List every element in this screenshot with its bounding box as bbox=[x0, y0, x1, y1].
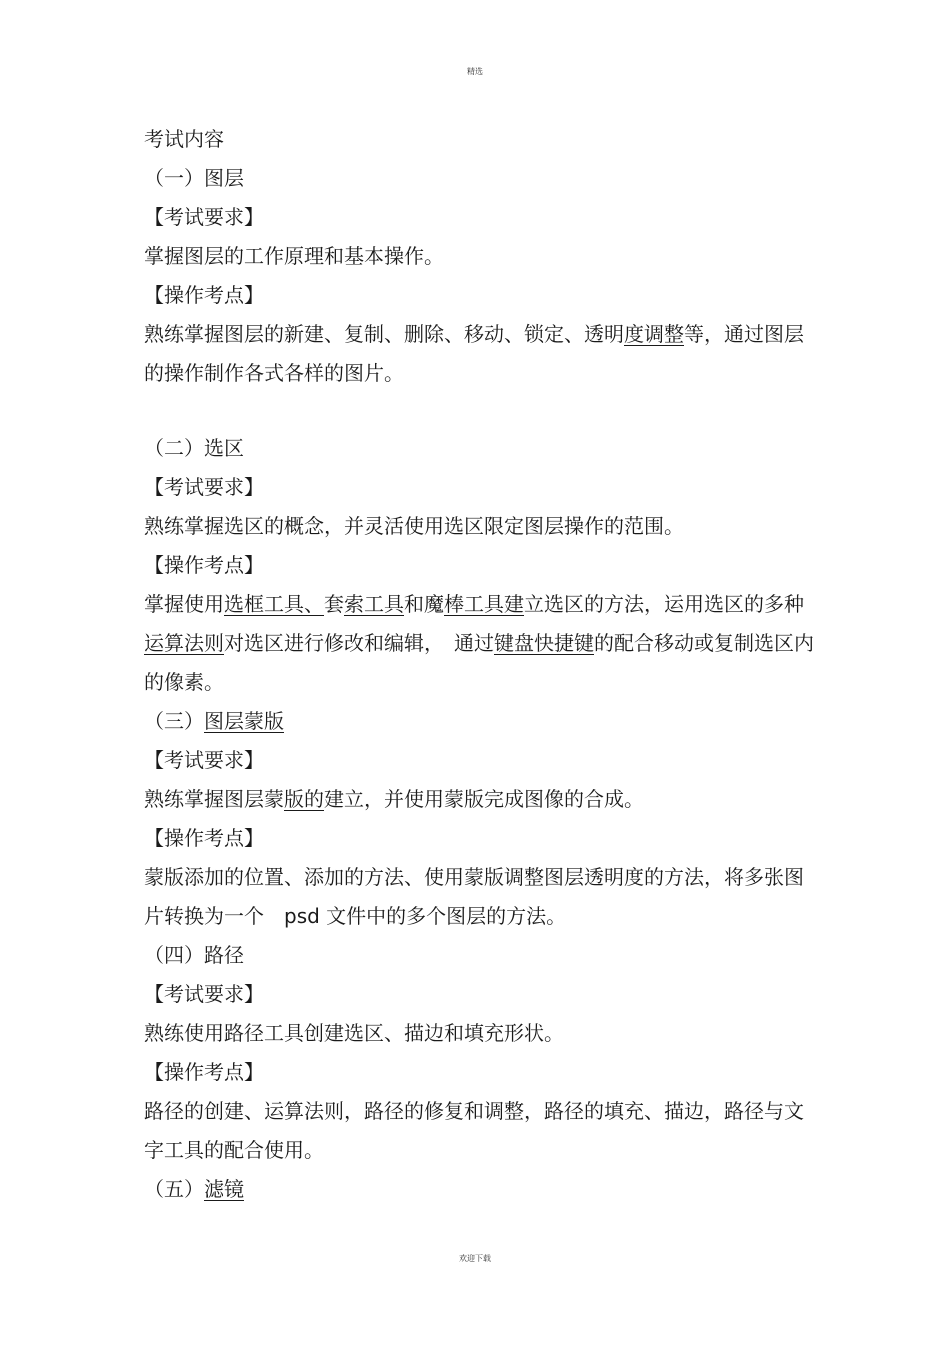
document-body bbox=[144, 124, 864, 1213]
section-1-points-label: 【操作考点】 bbox=[144, 283, 264, 307]
section-2-points-label: 【操作考点】 bbox=[144, 553, 264, 577]
doc-title: 考试内容 bbox=[144, 127, 224, 151]
section-2-points-line-2 bbox=[144, 628, 864, 667]
underlined-text: 索工具 bbox=[344, 592, 404, 616]
text-run: 和魔 bbox=[404, 592, 444, 616]
text-run: 套 bbox=[324, 592, 344, 616]
text-run: （三） bbox=[144, 709, 204, 733]
underlined-text: 选框工具、 bbox=[224, 592, 324, 616]
section-2-heading: （二）选区 bbox=[144, 436, 244, 460]
section-3-requirement-text bbox=[144, 784, 864, 823]
section-2-requirement-text: 熟练掌握选区的概念，并灵活使用选区限定图层操作的范围。 bbox=[144, 514, 684, 538]
underlined-text: 运算法则 bbox=[144, 631, 224, 655]
section-4-points-line-2: 字工具的配合使用。 bbox=[144, 1138, 324, 1162]
section-4-requirement-label: 【考试要求】 bbox=[144, 982, 264, 1006]
text-run: 等，通过图层 bbox=[684, 322, 804, 346]
underlined-text: 图层蒙版 bbox=[204, 709, 284, 733]
page-header: 精选 bbox=[467, 67, 483, 76]
section-4-points-line-1: 路径的创建、运算法则，路径的修复和调整，路径的填充、描边，路径与文 bbox=[144, 1099, 804, 1123]
underlined-text: 键盘快捷键 bbox=[494, 631, 594, 655]
section-1-requirement-label: 【考试要求】 bbox=[144, 205, 264, 229]
section-2-points-line-3: 的像素。 bbox=[144, 670, 224, 694]
section-3-points-line-2: 片转换为一个 psd 文件中的多个图层的方法。 bbox=[144, 904, 567, 928]
text-run: 熟练掌握图层蒙 bbox=[144, 787, 284, 811]
text-run: 对选区进行修改和编辑， 通过 bbox=[224, 631, 494, 655]
blank-line bbox=[144, 397, 864, 433]
section-2-requirement-label: 【考试要求】 bbox=[144, 475, 264, 499]
section-3-requirement-label: 【考试要求】 bbox=[144, 748, 264, 772]
section-3-points-line-1: 蒙版添加的位置、添加的方法、使用蒙版调整图层透明度的方法，将多张图 bbox=[144, 865, 804, 889]
section-1-points-line-1 bbox=[144, 319, 864, 358]
underlined-text: 版的 bbox=[284, 787, 324, 811]
text-run: 建立，并使用蒙版完成图像的合成。 bbox=[324, 787, 644, 811]
text-run: 掌握使用 bbox=[144, 592, 224, 616]
section-1-points-line-2: 的操作制作各式各样的图片。 bbox=[144, 361, 404, 385]
text-run: 的配合移动或复制选区内 bbox=[594, 631, 814, 655]
text-run: 立选区的方法，运用选区的多种 bbox=[524, 592, 804, 616]
section-1-requirement-text: 掌握图层的工作原理和基本操作。 bbox=[144, 244, 444, 268]
text-run: （五） bbox=[144, 1177, 204, 1201]
section-3-points-label: 【操作考点】 bbox=[144, 826, 264, 850]
underlined-text: 滤镜 bbox=[204, 1177, 244, 1201]
section-5-heading bbox=[144, 1174, 864, 1213]
page-footer: 欢迎下载 bbox=[459, 1254, 491, 1263]
section-4-points-label: 【操作考点】 bbox=[144, 1060, 264, 1084]
section-1-heading: （一）图层 bbox=[144, 166, 244, 190]
section-2-points-line-1 bbox=[144, 589, 864, 628]
section-4-heading: （四）路径 bbox=[144, 943, 244, 967]
underlined-text: 棒工具建 bbox=[444, 592, 524, 616]
section-4-requirement-text: 熟练使用路径工具创建选区、描边和填充形状。 bbox=[144, 1021, 564, 1045]
text-run: 熟练掌握图层的新建、复制、删除、移动、锁定、透明 bbox=[144, 322, 624, 346]
section-3-heading bbox=[144, 706, 864, 745]
underlined-text: 度调整 bbox=[624, 322, 684, 346]
